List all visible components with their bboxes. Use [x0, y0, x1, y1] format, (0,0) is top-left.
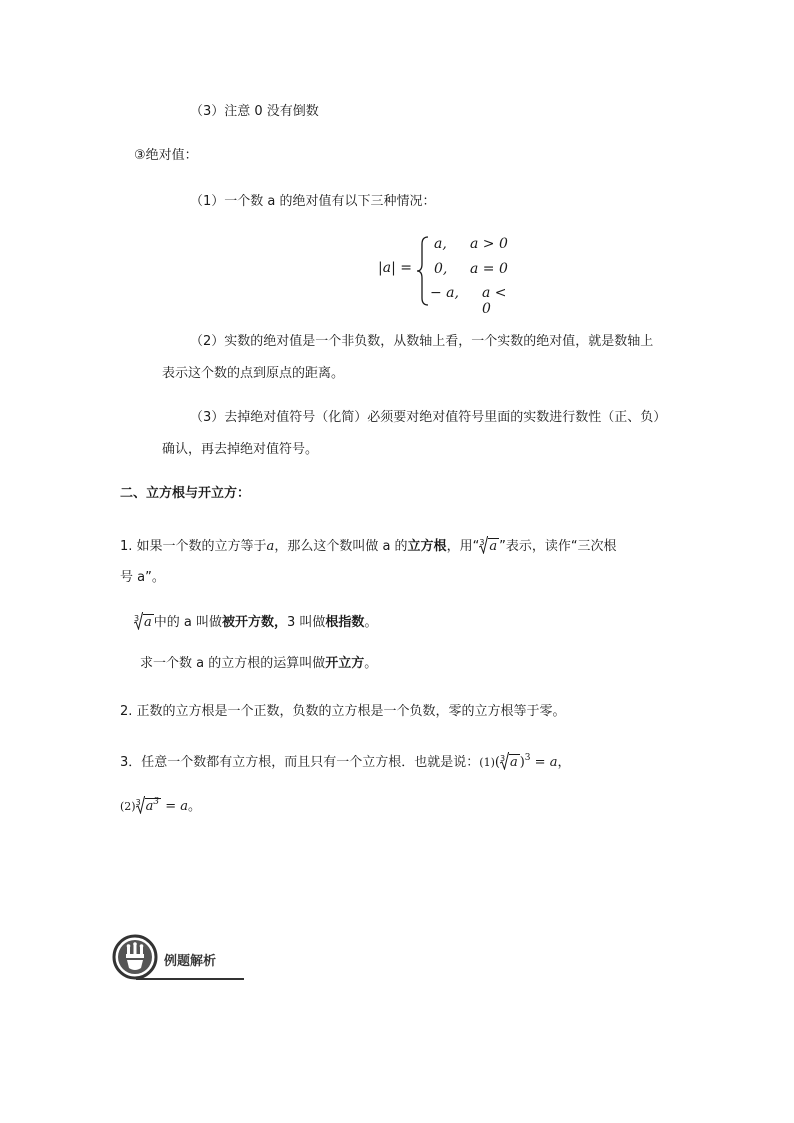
case3-expr: − a, [430, 285, 459, 301]
cube-root-symbol-2: 3 a [134, 614, 152, 630]
case2-cond: a = 0 [470, 261, 508, 277]
case1-expr: a, [434, 236, 447, 252]
paragraph-1-line1: 1. 如果一个数的立方等于a，那么这个数叫做 a 的立方根，用“ 3 a ”表示，读作“三次根 [120, 536, 617, 557]
formula-lhs: |a| = [378, 260, 412, 276]
term-cube-root-extraction: 开立方 [325, 656, 365, 671]
section-heading-cube-root: 二、立方根与开立方： [120, 486, 251, 501]
cube-root-symbol: 3 a [479, 538, 498, 554]
paragraph-1-line2: 号 a”。 [120, 570, 165, 585]
absolute-value-item2-line1: （2）实数的绝对值是一个非负数，从数轴上看，一个实数的绝对值，就是数轴上 [190, 334, 654, 349]
case3-cond: a < 0 [482, 285, 507, 317]
absolute-value-item3-line1: （3）去掉绝对值符号（化简）必须要对绝对值符号里面的实数进行数性（正、负） [190, 410, 667, 425]
paragraph-3-line1: 3．任意一个数都有立方根，而且只有一个立方根．也就是说：(1)( 3 a )$^3$ = a， [120, 752, 570, 774]
case1-cond: a > 0 [470, 236, 508, 252]
term-root-index: 根指数 [325, 615, 365, 630]
absolute-value-item1: （1）一个数 a 的绝对值有以下三种情况： [190, 194, 436, 209]
paragraph-3-line2: (2) 3 $a^3 = a$。 [120, 796, 201, 818]
absolute-value-item3-line2: 确认，再去掉绝对值符号。 [162, 442, 319, 457]
case2-expr: 0, [434, 261, 448, 277]
example-analysis-badge [112, 934, 244, 980]
cube-root-formula-2: 3 $a^3$ [135, 797, 160, 814]
paragraph-2: 2. 正数的立方根是一个正数，负数的立方根是一个负数，零的立方根等于零。 [120, 704, 566, 719]
left-brace [416, 236, 430, 306]
example-analysis-label: 例题解析 [164, 954, 217, 969]
paragraph-1b: 3 a 中的 a 叫做被开方数，3 叫做根指数。 [134, 612, 377, 633]
absolute-value-formula [378, 234, 518, 317]
paragraph-1c: 求一个数 a 的立方根的运算叫做开立方。 [140, 656, 378, 671]
note-zero-no-reciprocal: （3）注意 0 没有倒数 [190, 104, 319, 119]
absolute-value-title: ③绝对值： [134, 148, 198, 163]
absolute-value-item2-line2: 表示这个数的点到原点的距离。 [162, 366, 345, 381]
term-radicand: 被开方数， [222, 615, 288, 630]
term-cube-root: 立方根 [407, 539, 447, 554]
cube-root-formula-1: 3 a [499, 754, 518, 770]
